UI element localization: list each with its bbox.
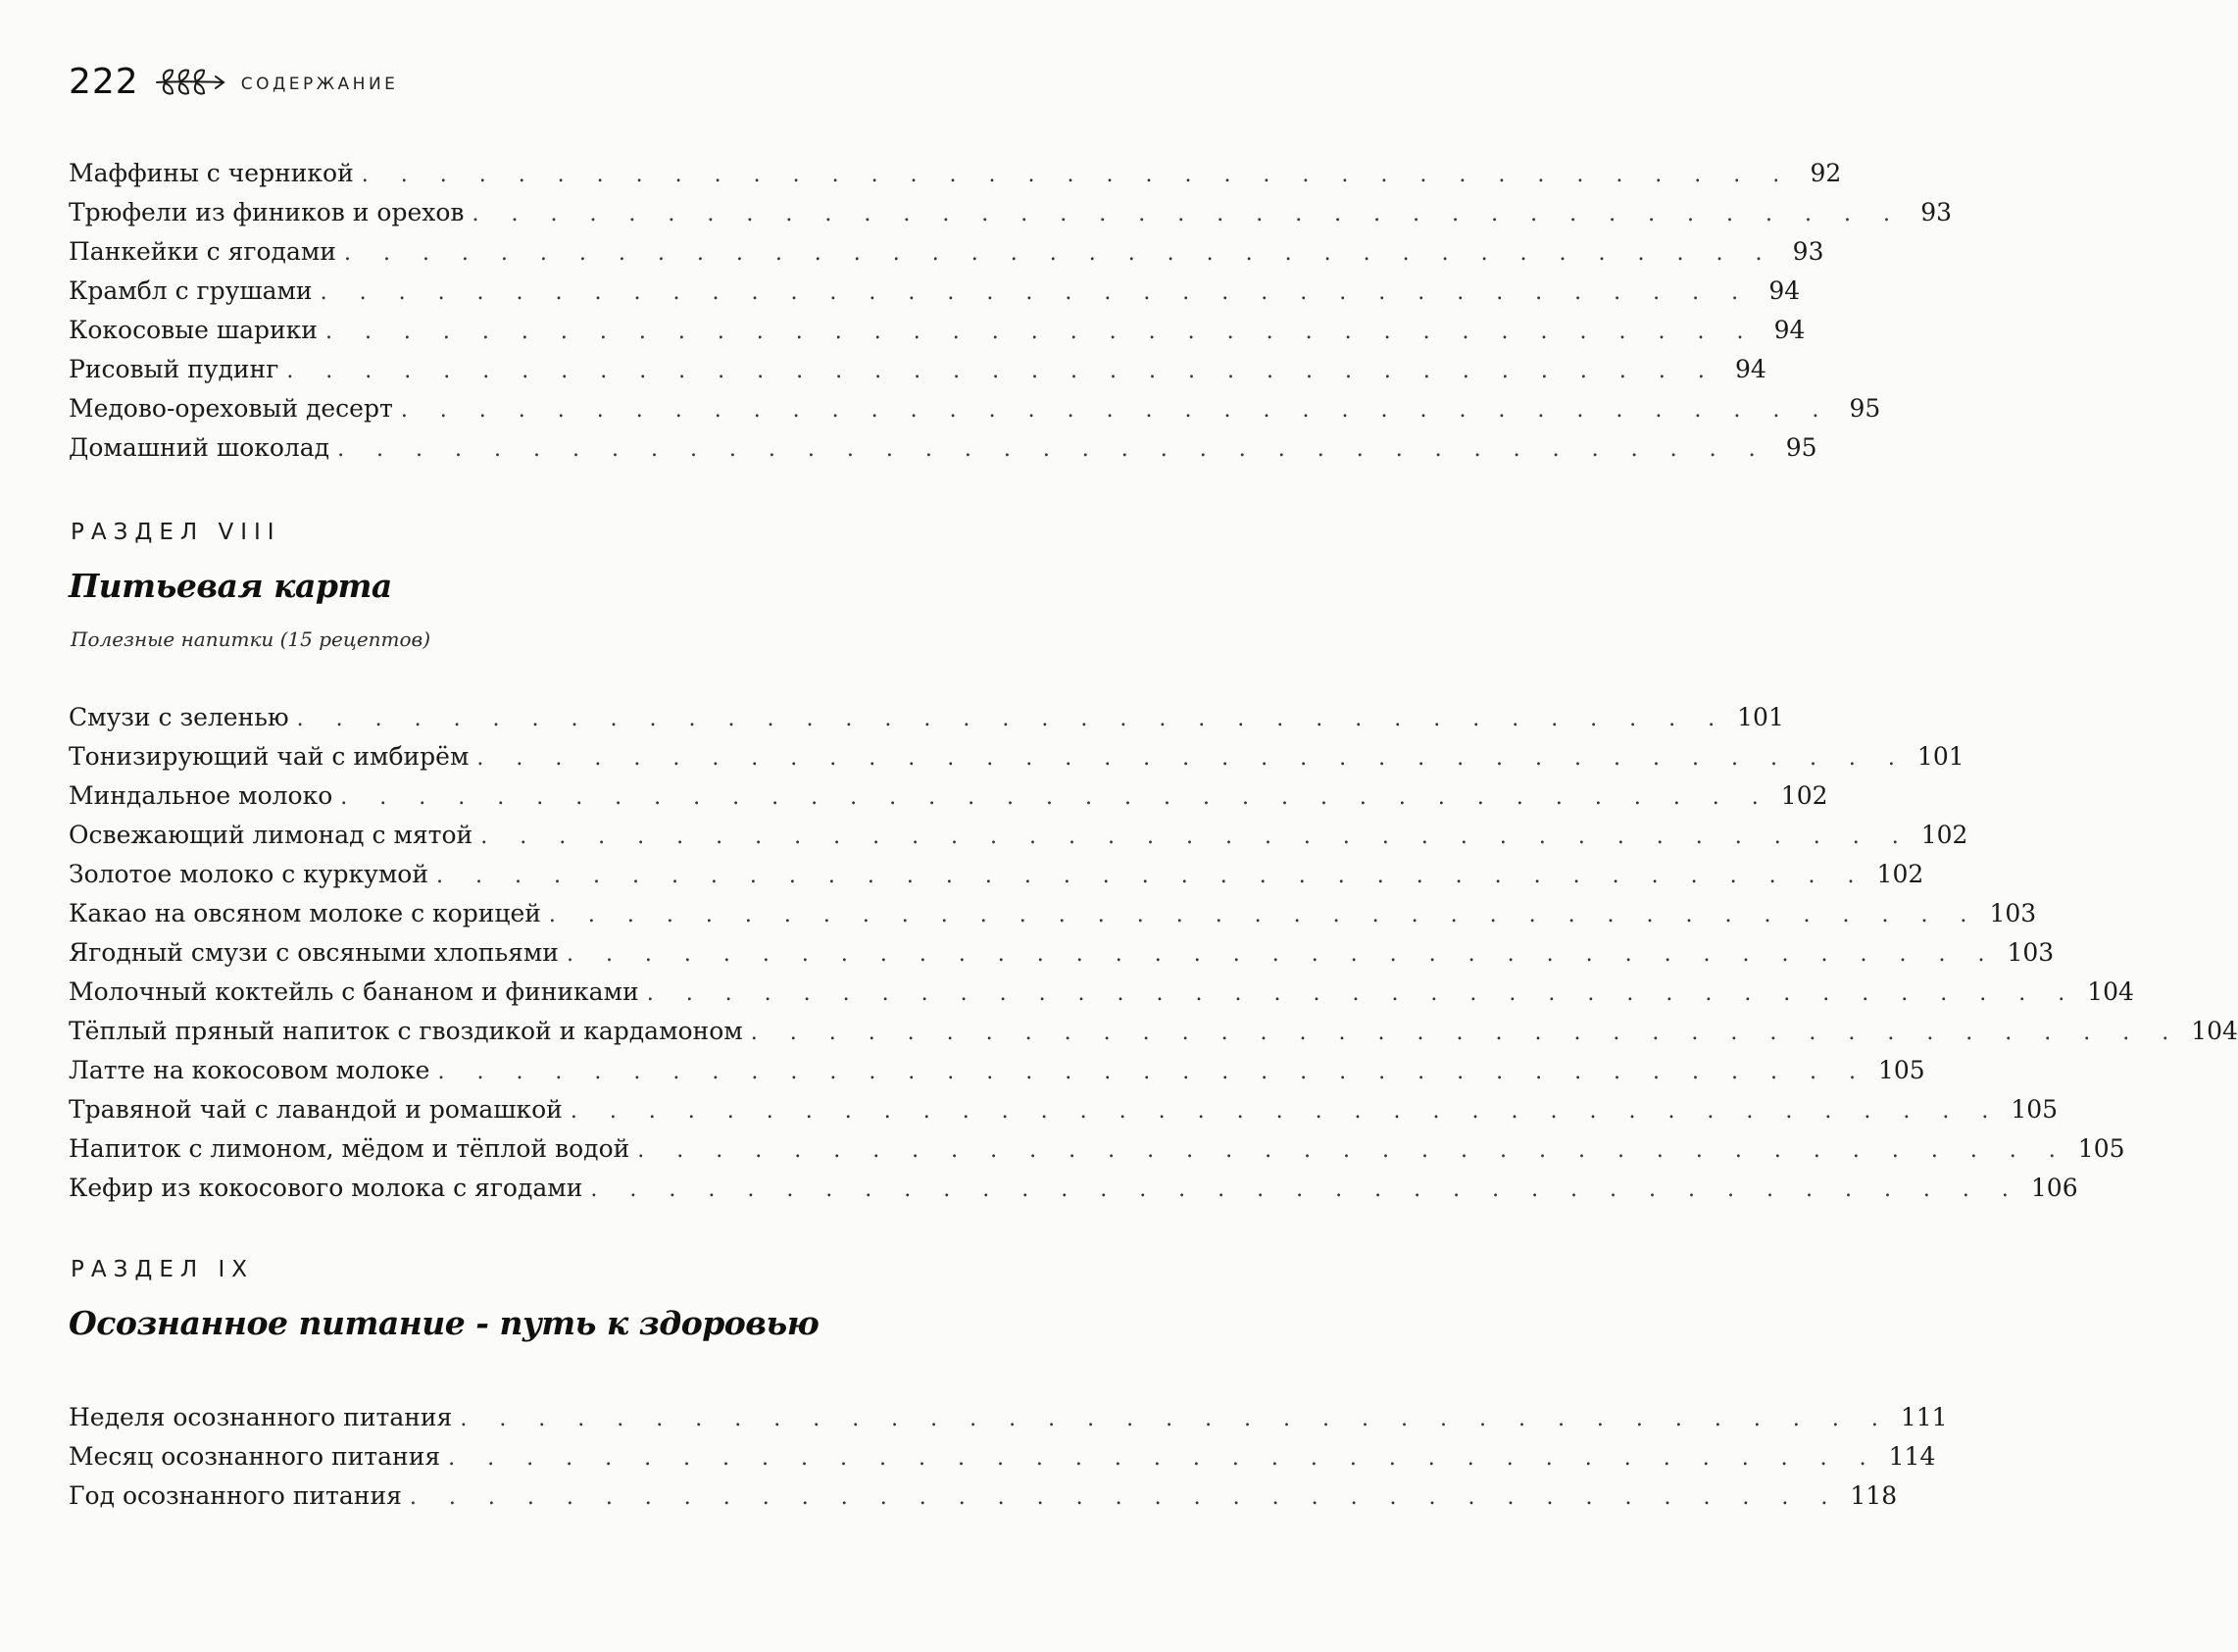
entry-title: Какао на овсяном молоке с корицей (69, 899, 541, 927)
dot-leader: . . . . . . . . . . . . . . . . . . . . . . . . . . . . . . . . . . . . . (750, 1021, 2182, 1045)
entry-page: 102 (1920, 821, 1968, 849)
toc-list-mindful (69, 1398, 1948, 1516)
toc-entry[interactable] (69, 776, 1828, 816)
toc-entry[interactable] (69, 1169, 2078, 1208)
entry-title: Золотое молоко с куркумой (69, 860, 429, 888)
entry-page: 103 (1989, 899, 2037, 927)
section-title[interactable]: Питьевая карта (69, 567, 392, 605)
section-title[interactable]: Осознанное питание - путь к здоровью (69, 1304, 820, 1342)
toc-entry[interactable] (69, 1129, 2125, 1169)
toc-entry[interactable] (69, 1090, 2059, 1129)
dot-leader: . . . . . . . . . . . . . . . . . . . . . . . . . . . . . . . . . . . . . (343, 241, 1775, 266)
section-subtitle: Полезные напитки (15 рецептов) (71, 627, 430, 651)
dot-leader: . . . . . . . . . . . . . . . . . . . . . . . . . . . . . . . . . . . . . (566, 942, 1998, 967)
entry-title: Смузи с зеленью (69, 703, 289, 731)
entry-title: Неделя осознанного питания (69, 1403, 453, 1431)
entry-page: 101 (1916, 742, 1964, 771)
dot-leader: . . . . . . . . . . . . . . . . . . . . . . . . . . . . . . . . . . . . . (324, 320, 1757, 344)
dot-leader: . . . . . . . . . . . . . . . . . . . . . . . . . . . . . . . . . . . . . (409, 1485, 1841, 1510)
dot-leader: . . . . . . . . . . . . . . . . . . . . . . . . . . . . . . . . . . . . . (590, 1177, 2021, 1202)
dot-leader: . . . . . . . . . . . . . . . . . . . . . . . . . . . . . . . . . . . . . (570, 1099, 2002, 1124)
toc-entry[interactable] (69, 154, 1842, 193)
dot-leader: . . . . . . . . . . . . . . . . . . . . . . . . . . . . . . . . . . . . . (637, 1138, 2068, 1163)
section-label: РАЗДЕЛ VIII (71, 520, 281, 545)
dot-leader: . . . . . . . . . . . . . . . . . . . . . . . . . . . . . . . . . . . . . (340, 785, 1771, 810)
entry-page: 104 (2191, 1017, 2238, 1045)
dot-leader: . . . . . . . . . . . . . . . . . . . . . . . . . . . . . . . . . . . . . (646, 981, 2078, 1006)
entry-page: 103 (2007, 938, 2055, 967)
toc-entry[interactable] (69, 428, 1817, 468)
toc-list-desserts (69, 154, 1952, 468)
entry-title: Год осознанного питания (69, 1481, 402, 1510)
toc-entry[interactable] (69, 698, 1784, 737)
entry-title: Миндальное молоко (69, 781, 333, 810)
toc-entry[interactable] (69, 193, 1952, 232)
entry-title: Трюфели из фиников и орехов (69, 198, 465, 226)
entry-title: Освежающий лимонад с мятой (69, 821, 473, 849)
toc-entry[interactable] (69, 933, 2055, 973)
entry-title: Ягодный смузи с овсяными хлопьями (69, 938, 559, 967)
dot-leader: . . . . . . . . . . . . . . . . . . . . . . . . . . . . . . . . . . . . . (460, 1407, 1891, 1431)
dot-leader: . . . . . . . . . . . . . . . . . . . . . . . . . . . . . . . . . . . . . (320, 280, 1752, 305)
toc-entry[interactable] (69, 973, 2134, 1012)
dot-leader: . . . . . . . . . . . . . . . . . . . . . . . . . . . . . . . . . . . . . (472, 202, 1903, 226)
toc-entry[interactable] (69, 350, 1766, 389)
toc-entry[interactable] (69, 1398, 1948, 1437)
toc-entry[interactable] (69, 311, 1806, 350)
dot-leader: . . . . . . . . . . . . . . . . . . . . . . . . . . . . . . . . . . . . . (476, 746, 1908, 771)
dot-leader: . . . . . . . . . . . . . . . . . . . . . . . . . . . . . . . . . . . . . (296, 707, 1728, 731)
toc-entry[interactable] (69, 1437, 1936, 1477)
toc-entry[interactable] (69, 816, 1968, 855)
entry-page: 95 (1785, 433, 1817, 462)
entry-title: Напиток с лимоном, мёдом и тёплой водой (69, 1134, 630, 1163)
entry-title: Панкейки с ягодами (69, 237, 336, 266)
entry-page: 93 (1920, 198, 1952, 226)
entry-page: 105 (2011, 1095, 2059, 1124)
toc-entry[interactable] (69, 1012, 2238, 1051)
entry-page: 114 (1888, 1442, 1936, 1471)
dot-leader: . . . . . . . . . . . . . . . . . . . . . . . . . . . . . . . . . . . . . (361, 163, 1793, 187)
entry-title: Кефир из кокосового молока с ягодами (69, 1174, 583, 1202)
toc-entry[interactable] (69, 1051, 1925, 1090)
toc-list-drinks (69, 698, 2238, 1208)
dot-leader: . . . . . . . . . . . . . . . . . . . . . . . . . . . . . . . . . . . . . (548, 903, 1980, 927)
entry-page: 102 (1780, 781, 1828, 810)
entry-page: 111 (1900, 1403, 1948, 1431)
entry-page: 94 (1773, 316, 1806, 344)
entry-title: Домашний шоколад (69, 433, 330, 462)
section-label: РАЗДЕЛ IX (71, 1257, 254, 1282)
entry-title: Травяной чай с лавандой и ромашкой (69, 1095, 563, 1124)
dot-leader: . . . . . . . . . . . . . . . . . . . . . . . . . . . . . . . . . . . . . (448, 1446, 1879, 1471)
entry-page: 94 (1735, 355, 1766, 383)
toc-entry[interactable] (69, 855, 1924, 894)
dot-leader: . . . . . . . . . . . . . . . . . . . . . . . . . . . . . . . . . . . . . (437, 1060, 1868, 1084)
running-title: СОДЕРЖАНИЕ (240, 75, 399, 94)
entry-title: Маффины с черникой (69, 159, 354, 187)
entry-title: Рисовый пудинг (69, 355, 279, 383)
entry-page: 104 (2087, 977, 2134, 1006)
dot-leader: . . . . . . . . . . . . . . . . . . . . . . . . . . . . . . . . . . . . . (337, 437, 1768, 462)
dot-leader: . . . . . . . . . . . . . . . . . . . . . . . . . . . . . . . . . . . . . (286, 359, 1717, 383)
entry-page: 102 (1876, 860, 1924, 888)
entry-title: Медово-ореховый десерт (69, 394, 393, 423)
toc-entry[interactable] (69, 272, 1801, 311)
entry-title: Тонизирующий чай с имбирём (69, 742, 470, 771)
entry-page: 92 (1810, 159, 1842, 187)
entry-page: 101 (1737, 703, 1784, 731)
toc-entry[interactable] (69, 389, 1881, 428)
entry-title: Тёплый пряный напиток с гвоздикой и кардамоном (69, 1017, 743, 1045)
dot-leader: . . . . . . . . . . . . . . . . . . . . . . . . . . . . . . . . . . . . . (436, 864, 1867, 888)
entry-title: Месяц осознанного питания (69, 1442, 441, 1471)
entry-title: Крамбл с грушами (69, 276, 313, 305)
entry-page: 118 (1850, 1481, 1898, 1510)
toc-entry[interactable] (69, 737, 1964, 776)
entry-page: 93 (1792, 237, 1824, 266)
entry-title: Латте на кокосовом молоке (69, 1056, 430, 1084)
entry-page: 106 (2030, 1174, 2078, 1202)
leaf-branch-icon (151, 65, 227, 98)
toc-entry[interactable] (69, 894, 2037, 933)
page-number: 222 (69, 61, 139, 102)
dot-leader: . . . . . . . . . . . . . . . . . . . . . . . . . . . . . . . . . . . . . (480, 825, 1912, 849)
toc-entry[interactable] (69, 232, 1824, 272)
entry-page: 105 (2077, 1134, 2125, 1163)
entry-page: 95 (1849, 394, 1881, 423)
entry-title: Кокосовые шарики (69, 316, 318, 344)
entry-page: 94 (1768, 276, 1801, 305)
dot-leader: . . . . . . . . . . . . . . . . . . . . . . . . . . . . . . . . . . . . . (400, 398, 1832, 423)
toc-entry[interactable] (69, 1477, 1898, 1516)
entry-page: 105 (1877, 1056, 1925, 1084)
page-header (69, 57, 398, 106)
entry-title: Молочный коктейль с бананом и финиками (69, 977, 639, 1006)
